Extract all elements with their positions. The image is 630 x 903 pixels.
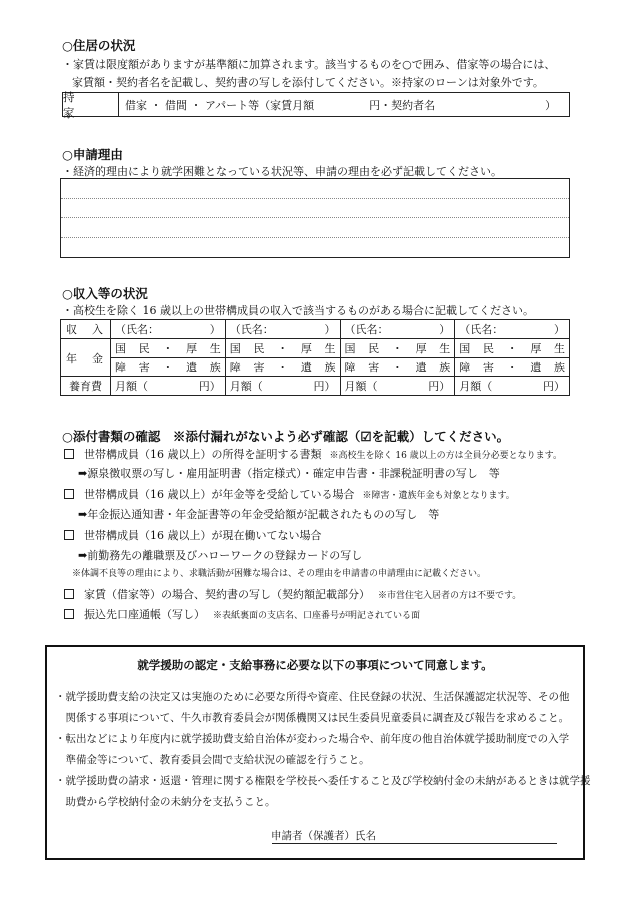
- attachment-sub-unemployed: ➡前勤務先の離職票及びハローワークの登録カードの写し: [78, 549, 363, 562]
- reason-heading: ○申請理由: [62, 147, 123, 162]
- attachment-sub-pension: ➡年金振込通知書・年金証書等の年金受給額が記載されたものの写し 等: [78, 508, 440, 521]
- child-support-label: 養育費: [61, 377, 111, 396]
- attachments-heading: ○添付書類の確認 ※添付漏れがないよう必ず確認（☑を記載）してください。: [62, 429, 510, 444]
- consent-item-1: ・就学援助費支給の決定又は実施のために必要な所得や資産、住民登録の状況、生活保護認定状況等、その他 関係する事項について、牛久市教育委員会が関係機関又は民生委員児童委員に調査及び報告を求めること。: [55, 691, 570, 724]
- housing-heading: ○住居の状況: [62, 38, 136, 53]
- name-cell[interactable]: （氏名： ）: [455, 320, 570, 339]
- child-support-row: [61, 377, 570, 396]
- reason-line[interactable]: [61, 238, 569, 258]
- pension-type-cell[interactable]: 国 民 ・ 厚 生: [111, 339, 226, 358]
- housing-note-line1: ・家賃は限度額がありますが基準額に加算されます。該当するものを○で囲み、借家等の場合には、: [62, 58, 556, 71]
- income-heading: ○収入等の状況: [62, 286, 148, 301]
- consent-item-3: ・就学援助費の請求・返還・管理に関する権限を学校長へ委任すること及び学校納付金の未納があるときは就学援 助費から学校納付金の未納分を支払うこと。: [55, 775, 591, 808]
- attachment-item-income-proof: 世帯構成員（16 歳以上）の所得を証明する書類 ※高校生を除く 16 歳以上の方は全員分必要となります。: [64, 446, 562, 462]
- attachment-item-bankbook: 振込先口座通帳（写し） ※表紙裏面の支店名、口座番号が明記されている面: [64, 606, 420, 622]
- pension-type-cell[interactable]: 障 害 ・ 遺 族: [111, 358, 226, 377]
- name-cell[interactable]: （氏名： ）: [340, 320, 455, 339]
- reason-line[interactable]: [61, 218, 569, 238]
- signature-field[interactable]: [272, 843, 557, 844]
- signature-label: 申請者（保護者）氏名: [271, 830, 376, 842]
- attachment-item-rent-contract: 家賃（借家等）の場合、契約書の写し（契約額記載部分） ※市営住宅入居者の方は不要です。: [64, 586, 521, 602]
- consent-title: 就学援助の認定・支給事務に必要な以下の事項について同意します。: [137, 658, 493, 672]
- reason-note: ・経済的理由により就学困難となっている状況等、申請の理由を必ず記載してください。: [62, 165, 502, 178]
- pension-type-cell[interactable]: 国 民 ・ 厚 生: [225, 339, 340, 358]
- pension-row-label: 年 金: [61, 339, 111, 377]
- housing-box: [62, 89, 570, 120]
- name-cell[interactable]: （氏名： ）: [225, 320, 340, 339]
- pension-type-cell[interactable]: 障 害 ・ 遺 族: [340, 358, 455, 377]
- pension-type-cell[interactable]: 障 害 ・ 遺 族: [455, 358, 570, 377]
- consent-box: [45, 645, 591, 860]
- income-table: [60, 319, 570, 396]
- attachment-sub-income-proof: ➡源泉徴収票の写し・雇用証明書（指定様式）・確定申告書・非課税証明書の写し 等: [78, 467, 500, 480]
- checkbox[interactable]: [64, 609, 74, 619]
- pension-type-cell[interactable]: 障 害 ・ 遺 族: [225, 358, 340, 377]
- attachment-item-unemployed: 世帯構成員（16 歳以上）が現在働いてない場合: [64, 527, 322, 543]
- housing-note-line2: 家賃額・契約者名を記載し、契約書の写しを添付してください。※持家のローンは対象外です。: [72, 76, 544, 89]
- attachment-note-unemployed: ※体調不良等の理由により、求職活動が困難な場合は、その理由を申請書の申請理由に記載ください。: [72, 569, 487, 579]
- reason-input-box[interactable]: [60, 178, 570, 258]
- income-row: [61, 320, 570, 339]
- pension-row: [61, 339, 570, 358]
- reason-line[interactable]: [61, 199, 569, 219]
- checkbox[interactable]: [64, 589, 74, 599]
- child-support-cell[interactable]: 月額（ 円）: [111, 377, 226, 396]
- pension-type-cell[interactable]: 国 民 ・ 厚 生: [340, 339, 455, 358]
- pension-type-cell[interactable]: 国 民 ・ 厚 生: [455, 339, 570, 358]
- pension-row-2: [61, 358, 570, 377]
- income-row-label: 収 入: [61, 320, 111, 339]
- name-cell[interactable]: （氏名： ）: [111, 320, 226, 339]
- reason-line[interactable]: [61, 179, 569, 199]
- child-support-cell[interactable]: 月額（ 円）: [340, 377, 455, 396]
- checkbox[interactable]: [64, 449, 74, 459]
- rental-options[interactable]: 借家 ・ 借間 ・ アパート等（家賃月額 円・契約者名 ）: [125, 98, 557, 112]
- child-support-cell[interactable]: 月額（ 円）: [455, 377, 570, 396]
- consent-item-2: ・転出などにより年度内に就学援助費支給自治体が変わった場合や、前年度の他自治体就学援助制度での入学 準備金等について、教育委員会間で支給状況の確認を行うこと。: [55, 733, 570, 766]
- attachment-item-pension: 世帯構成員（16 歳以上）が年金等を受給している場合 ※障害・遺族年金も対象となります。: [64, 486, 515, 502]
- checkbox[interactable]: [64, 489, 74, 499]
- owned-house-label[interactable]: 持 家: [63, 93, 119, 116]
- child-support-cell[interactable]: 月額（ 円）: [225, 377, 340, 396]
- checkbox[interactable]: [64, 530, 74, 540]
- income-note: ・高校生を除く 16 歳以上の世帯構成員の収入で該当するものがある場合に記載してください。: [62, 304, 534, 317]
